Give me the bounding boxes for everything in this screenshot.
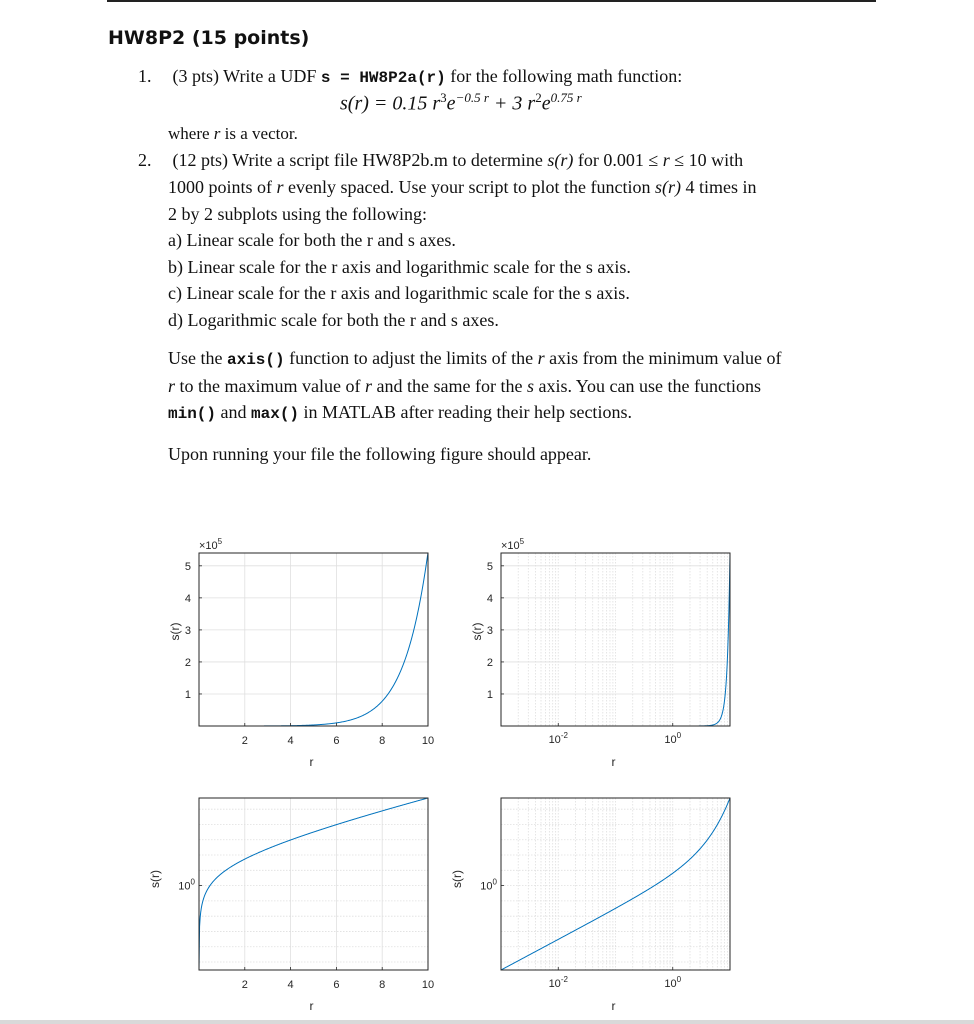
q1-number: 1. [138, 66, 152, 86]
y-tick-label: 2 [184, 656, 191, 669]
q2-line1: 2. (12 pts) Write a script file HW8P2b.m to determine s(r) for 0.001 ≤ r ≤ 10 with [138, 150, 744, 170]
math-equation: s(r) = 0.15 $r^3e^{-0.5 r} + 3$ $r^2e^{0.75 r}$ [340, 90, 582, 115]
x-tick-label: $10^0$ [664, 975, 682, 990]
axes-box [199, 798, 428, 970]
q2-para-line4: Upon running your file the following figure should appear. [168, 444, 592, 464]
q2-line3: 2 by 2 subplots using the following: [168, 204, 428, 224]
y-tick-label: 4 [184, 592, 191, 605]
x-tick-label: 4 [287, 735, 294, 747]
q2-item-c: c) Linear scale for the r axis and logarithmic scale for the s axis. [168, 283, 630, 303]
q1-text: (3 pts) Write a UDF [172, 66, 317, 86]
q2-item-b: b) Linear scale for the r axis and logarithmic scale for the s axis. [168, 257, 631, 277]
axis-code: axis() [226, 351, 285, 369]
y-tick-label: $10^0$ [480, 877, 497, 893]
page-title: HW8P2 (15 points) [108, 27, 310, 49]
y-tick-label: 1 [184, 688, 191, 701]
max-code: max() [251, 405, 300, 423]
y-tick-label: $10^0$ [178, 877, 195, 893]
axes-box [501, 798, 730, 970]
q1-udf-code: s = HW8P2a(r) [320, 69, 446, 87]
y-tick-label: 4 [486, 592, 493, 605]
x-tick-label: 10 [421, 979, 435, 991]
q2-para-line3: min() and max() in MATLAB after reading their help sections. [168, 402, 632, 423]
axis-multiplier: $\times 10^5$ [501, 537, 525, 552]
q2-number: 2. [138, 150, 152, 170]
x-tick-label: 2 [241, 735, 248, 747]
q1-text-rest: for the following math function: [450, 66, 683, 86]
y-axis-label: s(r) [148, 870, 162, 888]
x-tick-label: 8 [379, 735, 386, 747]
axes-box [199, 553, 428, 726]
x-tick-label: $10^{-2}$ [548, 975, 568, 990]
x-tick-label: 2 [241, 979, 248, 991]
x-tick-label: $10^{-2}$ [548, 731, 568, 746]
data-series-line [199, 798, 428, 970]
min-code: min() [168, 405, 217, 423]
y-tick-label: 5 [486, 560, 493, 573]
q2-para-line1: Use the axis() function to adjust the limits of the r axis from the minimum value of [168, 348, 782, 369]
x-tick-label: 8 [379, 979, 386, 991]
q2-item-a: a) Linear scale for both the r and s axes. [168, 230, 456, 250]
data-series-line [199, 553, 428, 726]
x-axis-label: r [309, 999, 314, 1013]
bottom-rule [0, 1020, 974, 1024]
x-tick-label: 6 [333, 979, 340, 991]
x-axis-label: r [309, 755, 314, 769]
y-tick-label: 1 [486, 688, 493, 701]
q2-para-line2: r to the maximum value of r and the same for the s axis. You can use the functions [168, 376, 761, 396]
y-tick-label: 2 [486, 656, 493, 669]
axis-multiplier: $\times 10^5$ [199, 537, 223, 552]
y-tick-label: 3 [184, 624, 191, 637]
y-tick-label: 5 [184, 560, 191, 573]
x-axis-label: r [611, 755, 616, 769]
x-axis-label: r [611, 999, 616, 1013]
x-tick-label: $10^0$ [664, 731, 682, 746]
data-series-line [501, 798, 730, 970]
q2-item-d: d) Logarithmic scale for both the r and s axes. [168, 310, 499, 330]
x-tick-label: 6 [333, 735, 340, 747]
y-axis-label: s(r) [470, 622, 484, 641]
y-tick-label: 3 [486, 624, 493, 637]
y-axis-label: s(r) [168, 622, 182, 641]
x-tick-label: 10 [421, 735, 435, 747]
y-axis-label: s(r) [450, 870, 464, 888]
q2-line2: 1000 points of r evenly spaced. Use your script to plot the function s(r) 4 times in [168, 177, 757, 197]
q1-where: where r is a vector. [168, 124, 298, 143]
x-tick-label: 4 [287, 979, 294, 991]
